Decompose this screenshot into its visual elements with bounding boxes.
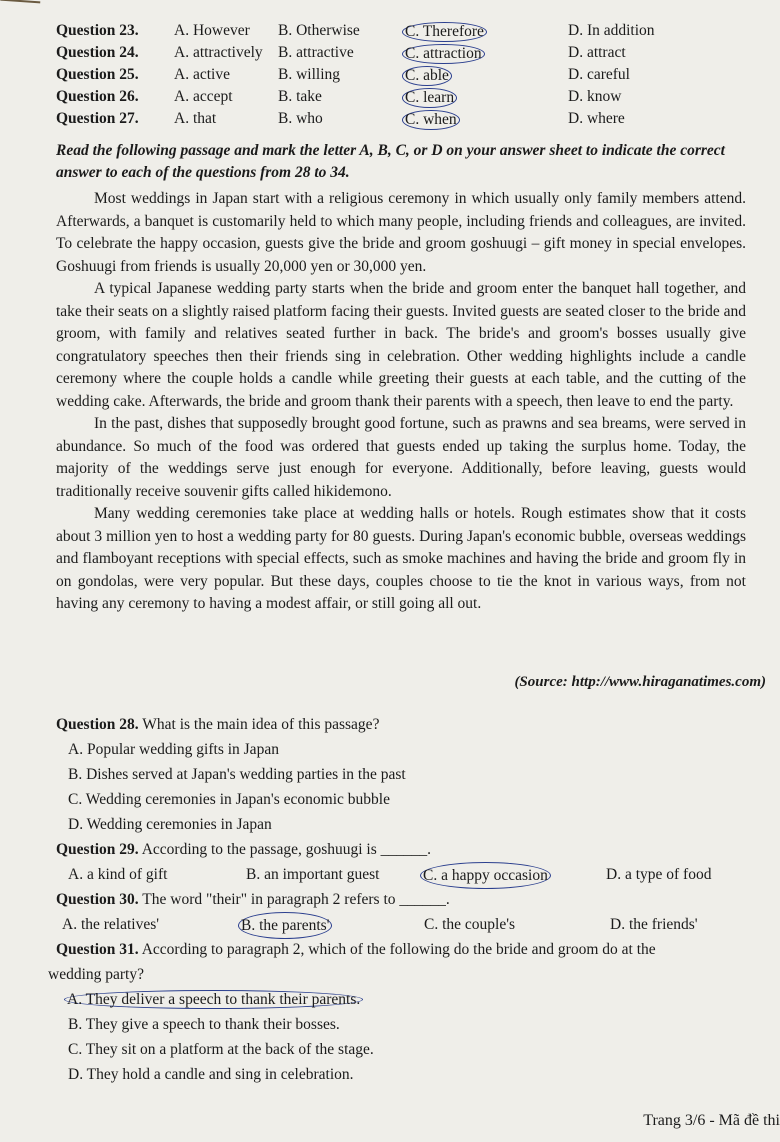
question-29: [56, 837, 776, 862]
q29-option-d: D. a type of food: [606, 866, 712, 883]
option-d: D. know: [568, 88, 622, 105]
page-footer: Trang 3/6 - Mã đề thi: [643, 1112, 780, 1129]
q28-option-b: B. Dishes served at Japan's wedding parties in the past: [68, 766, 406, 783]
q31-option-a: [56, 987, 776, 1012]
option-b: B. attractive: [278, 44, 354, 61]
question-30: [56, 887, 776, 912]
option-d: D. careful: [568, 66, 630, 83]
passage-source: (Source: http://www.hiraganatimes.com): [514, 674, 766, 690]
question-number: Question 28.: [56, 716, 139, 733]
grid-row-27: [56, 110, 756, 132]
question-number: Question 29.: [56, 841, 139, 858]
option-b: B. take: [278, 88, 322, 105]
option-a: A. attractively: [174, 44, 263, 61]
question-31: [56, 937, 776, 962]
q29-option-c-circled: C. a happy occasion: [420, 862, 551, 889]
question-label: Question 24.: [56, 44, 139, 61]
q31-option-b: B. They give a speech to thank their bosses.: [68, 1016, 340, 1033]
q28-option-d: D. Wedding ceremonies in Japan: [68, 816, 272, 833]
option-a: A. that: [174, 110, 217, 127]
q30-option-a: A. the relatives': [62, 916, 160, 933]
q28-option-a: A. Popular wedding gifts in Japan: [68, 741, 279, 758]
option-c-circled: C. Therefore: [402, 22, 487, 42]
q29-options: [56, 862, 776, 887]
question-label: Question 27.: [56, 110, 139, 127]
question-list: [48, 712, 776, 1087]
question-31-continued: wedding party?: [48, 966, 144, 983]
q29-option-b: B. an important guest: [246, 866, 380, 883]
q30-option-c: C. the couple's: [424, 916, 516, 933]
option-a: A. active: [174, 66, 230, 83]
q30-option-b-circled: B. the parents': [238, 912, 332, 939]
q31-option-c: C. They sit on a platform at the back of the stage.: [68, 1041, 374, 1058]
question-label: Question 23.: [56, 22, 139, 39]
q31-option-a-circled: A. They deliver a speech to thank their parents.: [64, 990, 363, 1009]
option-b: B. willing: [278, 66, 341, 83]
question-text: What is the main idea of this passage?: [138, 716, 380, 733]
question-label: Question 25.: [56, 66, 139, 83]
question-28: [56, 712, 776, 737]
option-d: D. attract: [568, 44, 626, 61]
q31-option-d: D. They hold a candle and sing in celebration.: [68, 1066, 354, 1083]
question-text: According to the passage, goshuugi is ______.: [138, 841, 432, 858]
grid-row-24: [56, 44, 756, 66]
passage-paragraph-1: Most weddings in Japan start with a religious ceremony in which usually only family members attend. Afterwards, a banquet is customarily held to which many people, including friends and colleagues, are invited. To celebrate the happy occasion, guests give the bride and groom goshuugi – gift money in special envelopes. Goshuugi from friends is usually 20,000 yen or 30,000 yen.: [56, 190, 746, 275]
q28-option-c: C. Wedding ceremonies in Japan's economic bubble: [68, 791, 390, 808]
option-c-circled: C. attraction: [402, 44, 485, 64]
answer-options-grid: [56, 22, 756, 132]
reading-passage: [56, 188, 746, 616]
option-b: B. who: [278, 110, 323, 127]
option-a: A. However: [174, 22, 250, 39]
option-d: D. where: [568, 110, 625, 127]
grid-row-25: [56, 66, 756, 88]
question-number: Question 30.: [56, 891, 139, 908]
question-number: Question 31.: [56, 941, 139, 958]
passage-paragraph-2: A typical Japanese wedding party starts when the bride and groom enter the banquet hall together, and take their seats on a slightly raised platform facing their guests. Invited guests are seated closer to the bride and groom, with family and relatives seated further in back. The bride's and groom's bosses usually give congratulatory speeches then their friends sing in celebration. Other wedding highlights include a candle ceremony where the couple holds a candle while greeting their guests at each table, and the cutting of the wedding cake. Afterwards, the bride and groom thank their parents with a speech, then leave to end the party.: [56, 280, 746, 410]
option-b: B. Otherwise: [278, 22, 360, 39]
grid-row-23: [56, 22, 756, 44]
q29-option-a: A. a kind of gift: [68, 866, 168, 883]
option-d: D. In addition: [568, 22, 655, 39]
option-c-circled: C. when: [402, 110, 460, 130]
passage-paragraph-3: In the past, dishes that supposedly brought good fortune, such as prawns and sea breams, were served in abundance. So much of the food was ordered that guests ended up taking the surplus home. Today, the majority of the weddings serve just enough for everyone. Additionally, before leaving, guests would traditionally receive souvenir gifts called hikidemono.: [56, 415, 746, 500]
passage-paragraph-4: Many wedding ceremonies take place at wedding halls or hotels. Rough estimates show that it costs about 3 million yen to host a wedding party for 80 guests. During Japan's economic bubble, overseas weddings and flamboyant receptions with special effects, such as smoke machines and having the bride and groom fly in on gondolas, were very popular. But these days, couples choose to tie the knot in various ways, from not having any ceremony to having a modest affair, or still going all out.: [56, 505, 746, 612]
question-label: Question 26.: [56, 88, 139, 105]
option-a: A. accept: [174, 88, 233, 105]
question-text: The word "their" in paragraph 2 refers to ______.: [138, 891, 450, 908]
q30-options: [56, 912, 776, 937]
option-c-circled: C. able: [402, 66, 452, 86]
q30-option-d: D. the friends': [610, 916, 698, 933]
grid-row-26: [56, 88, 756, 110]
option-c-circled: C. learn: [402, 88, 457, 108]
pen-mark: [0, 0, 40, 11]
reading-instruction: Read the following passage and mark the letter A, B, C, or D on your answer sheet to indicate the correct answer to each of the questions from 28 to 34.: [56, 142, 725, 181]
question-text: According to paragraph 2, which of the following do the bride and groom do at the: [138, 941, 656, 958]
